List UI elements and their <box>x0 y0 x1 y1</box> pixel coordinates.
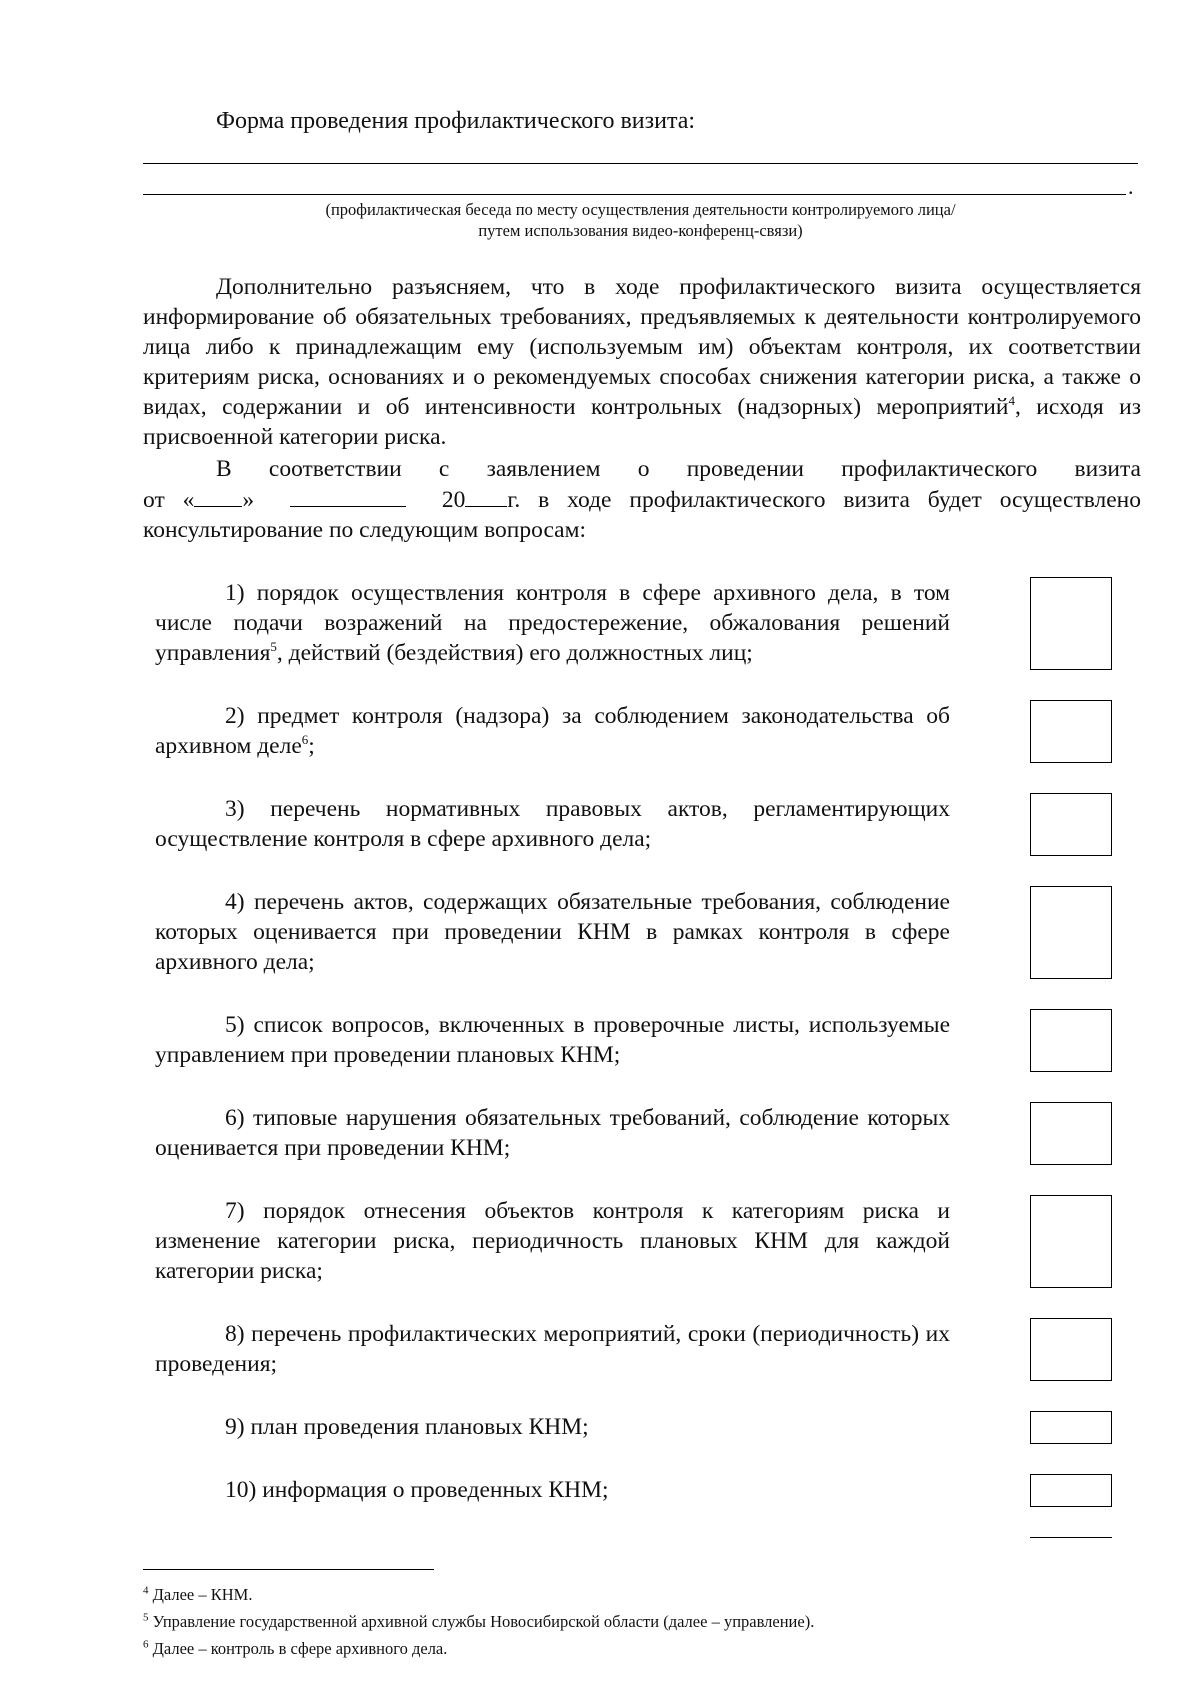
footnote-5 <box>143 1611 814 1633</box>
footnote-mark: 5 <box>143 1611 149 1624</box>
footnote-text: Управление государственной архивной службы Новосибирской области (далее – управление). <box>152 1612 815 1631</box>
item-text: порядок отнесения объектов контроля к категориям риска и изменение категории риска, периодичность плановых КНМ для каждой категории риска; <box>155 1198 951 1284</box>
caption-line-2: путем использования видео-конференц-связи) <box>478 221 803 240</box>
list-item-7 <box>155 1196 950 1286</box>
footnote-separator <box>143 1569 434 1570</box>
list-item-5 <box>155 1010 950 1070</box>
footnote-ref-4: 4 <box>1008 393 1015 409</box>
checkbox-item-9[interactable] <box>1030 1411 1112 1444</box>
checkbox-item-5[interactable] <box>1030 1009 1112 1072</box>
caption-line-1: (профилактическая беседа по месту осуществления деятельности контролируемого лица/ <box>325 200 956 219</box>
item-number: 3) <box>225 796 245 822</box>
footnote-mark: 4 <box>143 1584 149 1597</box>
form-heading: Форма проведения профилактического визита: <box>216 108 696 134</box>
list-item-4 <box>155 887 950 977</box>
item-text: перечень профилактических мероприятий, сроки (периодичность) их проведения; <box>155 1321 950 1377</box>
list-item-3 <box>155 794 950 854</box>
request-line-2 <box>143 484 1141 515</box>
item-number: 8) <box>225 1321 245 1347</box>
list-item-8 <box>155 1319 950 1379</box>
form-fill-line-1[interactable] <box>143 163 1138 164</box>
request-line-3: консультирование по следующим вопросам: <box>143 517 587 543</box>
list-item-2 <box>155 701 950 761</box>
list-item-6 <box>155 1103 950 1163</box>
checkbox-item-6[interactable] <box>1030 1102 1112 1165</box>
next-checkbox-edge <box>1030 1537 1112 1538</box>
item-text: порядок осуществления контроля в сфере архивного дела, в том числе подачи возражений на предостережение, обжалования решений управления <box>155 580 951 666</box>
item-text-end: ; <box>308 733 315 759</box>
item-number: 1) <box>225 580 245 606</box>
year-prefix: 20 <box>441 487 466 513</box>
item-number: 6) <box>225 1105 245 1131</box>
footnote-ref-6: 6 <box>301 732 309 748</box>
explanation-paragraph <box>143 272 1141 452</box>
month-field[interactable] <box>290 484 406 507</box>
explanation-text-end: , исходя из присвоенной категории риска. <box>143 394 1141 450</box>
footnote-ref-5: 5 <box>270 639 277 655</box>
item-text: план проведения плановых КНМ; <box>250 1414 589 1440</box>
year-field[interactable] <box>465 484 507 507</box>
checkbox-item-1[interactable] <box>1030 577 1112 670</box>
form-fill-line-2[interactable] <box>143 194 1126 195</box>
footnote-6 <box>143 1638 447 1660</box>
list-item-10 <box>155 1475 950 1505</box>
form-line-period: . <box>1128 174 1134 199</box>
item-text-end: , действий (бездействия) его должностных лиц; <box>276 640 753 666</box>
item-number: 7) <box>225 1198 245 1224</box>
checkbox-item-7[interactable] <box>1030 1195 1112 1288</box>
request-paragraph <box>143 454 1141 545</box>
day-field[interactable] <box>194 484 242 507</box>
checkbox-item-10[interactable] <box>1030 1474 1112 1507</box>
form-caption <box>143 199 1138 241</box>
item-text: предмет контроля (надзора) за соблюдением законодательства об архивном деле <box>155 703 950 759</box>
footnote-text: Далее – контроль в сфере архивного дела. <box>152 1639 448 1658</box>
item-text: список вопросов, включенных в проверочные листы, используемые управлением при проведении плановых КНМ; <box>155 1012 950 1068</box>
date-prefix: от « <box>143 487 195 513</box>
item-text: типовые нарушения обязательных требований, соблюдение которых оценивается при проведении КНМ; <box>155 1105 950 1161</box>
checkbox-item-8[interactable] <box>1030 1318 1112 1381</box>
request-line-1: В соответствии с заявлением о проведении профилактического визита <box>216 456 1141 482</box>
footnote-mark: 6 <box>143 1638 149 1651</box>
item-text: перечень актов, содержащих обязательные требования, соблюдение которых оценивается при проведении КНМ в рамках контроля в сфере архивного дела; <box>155 889 950 975</box>
item-number: 10) <box>225 1477 257 1503</box>
list-item-9 <box>155 1412 950 1442</box>
item-number: 2) <box>225 703 245 729</box>
footnote-4 <box>143 1584 252 1606</box>
request-line-2-rest: г. в ходе профилактического визита будет осуществлено <box>507 487 1142 513</box>
explanation-text: Дополнительно разъясняем, что в ходе профилактического визита осуществляется информирование об обязательных требованиях, предъявляемых к деятельности контролируемого лица либо к принадлежащим ему (используемым им) объектам контроля, их соответствии критериям риска, основаниях и о рекомендуемых способах снижения категории риска, а также о видах, содержании и об интенсивности контрольных (надзорных) мероприятий <box>143 274 1141 420</box>
checkbox-item-2[interactable] <box>1030 700 1112 763</box>
item-text: перечень нормативных правовых актов, регламентирующих осуществление контроля в сфере архивного дела; <box>155 796 951 852</box>
checkbox-item-4[interactable] <box>1030 886 1112 979</box>
list-item-1 <box>155 578 950 668</box>
footnote-text: Далее – КНМ. <box>152 1585 253 1604</box>
item-number: 9) <box>225 1414 245 1440</box>
item-number: 5) <box>225 1012 245 1038</box>
item-text: информация о проведенных КНМ; <box>262 1477 609 1503</box>
date-quote: » <box>242 487 255 513</box>
item-number: 4) <box>225 889 245 915</box>
checkbox-item-3[interactable] <box>1030 793 1112 856</box>
